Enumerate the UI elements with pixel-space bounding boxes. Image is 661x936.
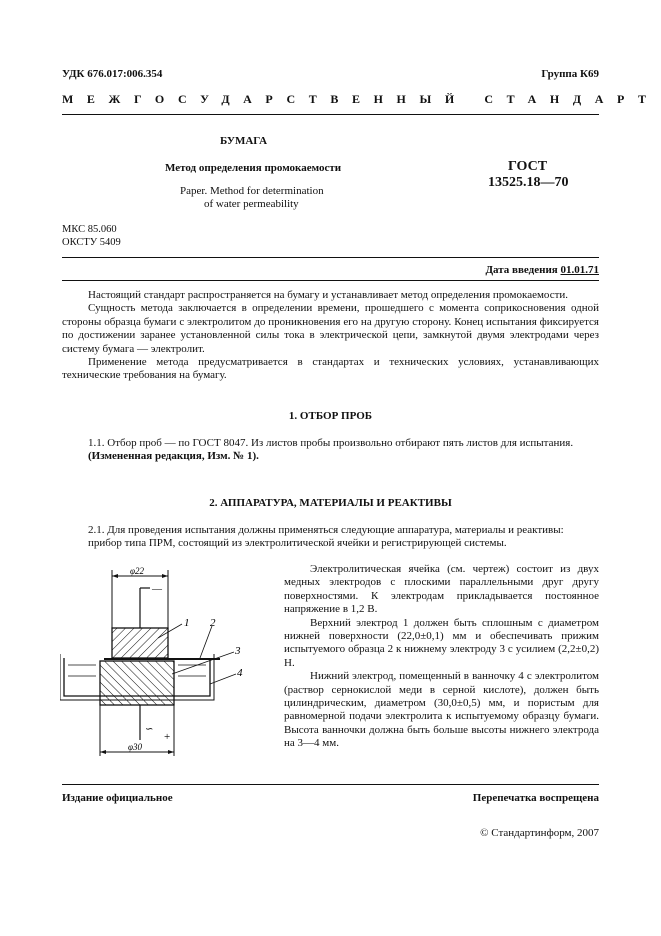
callout-3: 3	[235, 645, 241, 657]
method-title-en-1: Paper. Method for determination	[180, 185, 324, 197]
section-2-body	[62, 524, 599, 551]
callout-3-leader	[172, 652, 234, 674]
minus-sign: —	[152, 584, 162, 595]
section-2-paragraph-2: прибор типа ПРМ, состоящий из электролитической ячейки и регистрирующей системы.	[88, 537, 507, 550]
method-title-en-2: of water permeability	[204, 198, 299, 210]
section-1-paragraph: 1.1. Отбор проб — по ГОСТ 8047. Из листов пробы произвольно отбирают пять листов для испытания.	[88, 437, 574, 449]
dim-30-arrow-left	[100, 750, 106, 754]
callout-2: 2	[210, 617, 216, 629]
intro-paragraph-3: Применение метода предусматривается в стандартах и технических условиях, устанавливающих технические требования на бумагу.	[62, 356, 599, 382]
standard-banner: МЕЖГОСУДАРСТВЕННЫЙ СТАНДАРТ	[62, 92, 660, 106]
cell-paragraph-1: Электролитическая ячейка (см. чертеж) состоит из двух медных электродов с плоскими параллельными друг другу поверхностями. К электродам прикладывается постоянное напряжение в 1,2 В.	[284, 563, 599, 616]
electrolytic-cell-drawing	[60, 566, 278, 766]
dim-30-arrow-right	[168, 750, 174, 754]
dim-30-label: φ30	[128, 742, 142, 752]
date-rule	[62, 280, 599, 281]
section-2-heading: 2. АППАРАТУРА, МАТЕРИАЛЫ И РЕАКТИВЫ	[209, 497, 452, 509]
lower-electrode	[100, 661, 174, 705]
amendment-note: (Измененная редакция, Изм. № 1).	[88, 450, 259, 463]
header-rule	[62, 114, 599, 115]
title-rule	[62, 257, 599, 258]
section-2-paragraph-1: 2.1. Для проведения испытания должны применяться следующие аппаратура, материалы и реактивы:	[88, 524, 564, 536]
reprint-prohibited: Перепечатка воспрещена	[472, 792, 599, 804]
udc-code: УДК 676.017:006.354	[62, 68, 163, 80]
mks-code: МКС 85.060	[62, 224, 117, 235]
group-code: Группа К69	[541, 68, 599, 80]
dim-22-arrow-left	[112, 574, 118, 578]
cell-paragraph-3: Нижний электрод, помещенный в ванночку 4 с электролитом (раствор сернокислой меди в серной кислоте), должен быть цилиндрическим, диаметром (30,0±0,5) мм, и пористым для равномерной подачи электролита к испытуемому образцу бумаги. Высота ванночки должна быть больше высоты нижнего электрода на 3—4 мм.	[284, 670, 599, 750]
official-edition: Издание официальное	[62, 792, 173, 804]
intro-block	[62, 289, 599, 383]
plus-sign: +	[164, 731, 171, 743]
method-title-ru: Метод определения промокаемости	[165, 162, 342, 174]
coil-symbol: ∽	[145, 724, 154, 735]
cell-paragraph-2: Верхний электрод 1 должен быть сплошным с диаметром нижней поверхности (22,0±0,1) мм и обеспечивать прижим испытуемого образца 2 к нижнему электроду 3 с усилием (2,2±0,2) Н.	[284, 616, 599, 669]
cell-description	[284, 563, 599, 751]
upper-electrode	[112, 628, 168, 658]
okstu-code: ОКСТУ 5409	[62, 237, 121, 248]
subject-title: БУМАГА	[220, 135, 268, 147]
section-1-body	[62, 437, 599, 464]
callout-1: 1	[184, 617, 190, 629]
gost-number: 13525.18—70	[488, 175, 569, 190]
intro-date	[485, 264, 599, 277]
callout-4: 4	[237, 667, 243, 679]
copyright: © Стандартинформ, 2007	[480, 827, 599, 839]
callout-2-leader	[200, 626, 212, 658]
intro-paragraph-2: Сущность метода заключается в определении времени, прошедшего с момента соприкосновения одной стороны образца бумаги с электролитом до проникновения его на другую сторону. Конец испытания фиксируется по достижении заранее установленной силы тока в электрической цепи, замкнутой двумя электродами через систему бумага — электролит.	[62, 302, 599, 355]
intro-date-value: 01.01.71	[560, 264, 599, 276]
dim-22-label: φ22	[130, 566, 144, 576]
intro-date-label: Дата введения	[485, 264, 558, 276]
dim-22-arrow-right	[162, 574, 168, 578]
section-1-heading: 1. ОТБОР ПРОБ	[288, 410, 373, 422]
footer-rule	[62, 784, 599, 785]
gost-label: ГОСТ	[508, 159, 548, 174]
intro-paragraph-1: Настоящий стандарт распространяется на бумагу и устанавливает метод определения промокаемости.	[88, 289, 569, 301]
